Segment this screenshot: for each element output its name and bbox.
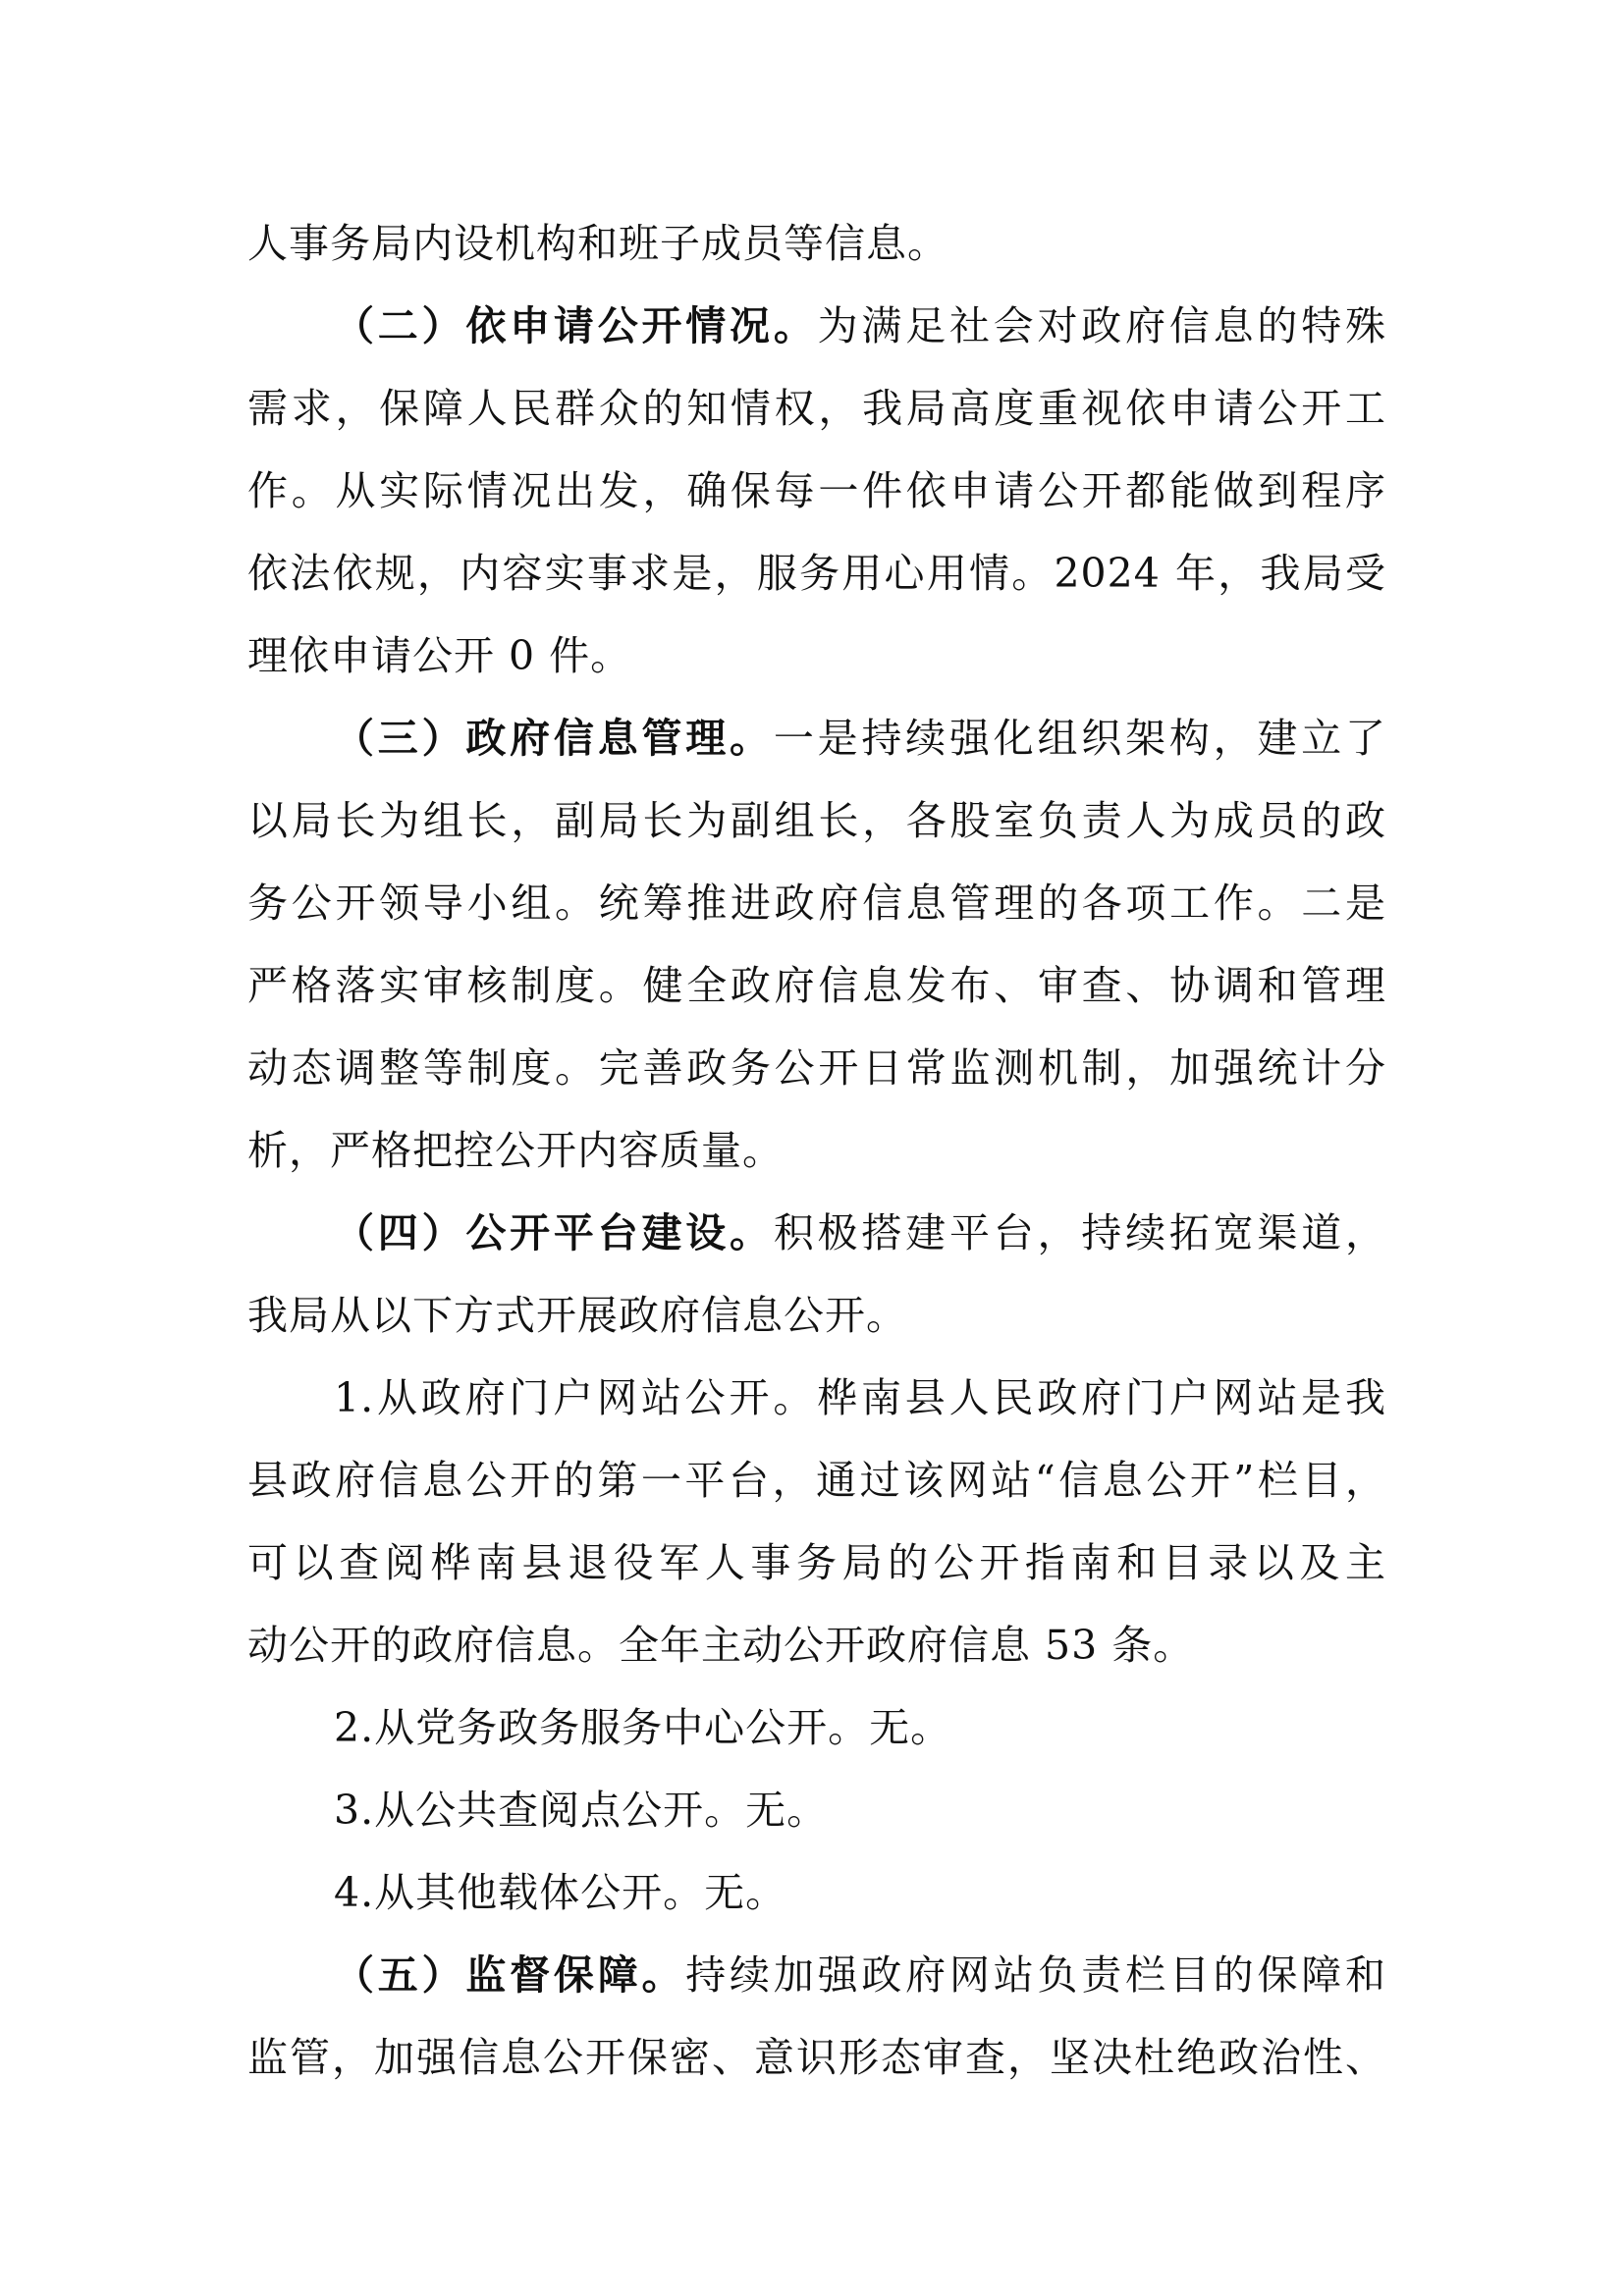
line-text: 作。从实际情况出发，确保每一件依申请公开都能做到程序 bbox=[247, 467, 1386, 514]
list-item-1 bbox=[334, 1357, 1386, 1439]
paragraph-line-23 bbox=[247, 2016, 1386, 2099]
line-text: 人事务局内设机构和班子成员等信息。 bbox=[247, 220, 948, 267]
line-text: 1.从政府门户网站公开。桦南县人民政府门户网站是我 bbox=[334, 1374, 1386, 1421]
paragraph-line-8 bbox=[247, 779, 1386, 862]
list-item-3 bbox=[334, 1769, 1386, 1851]
line-text: 2.从党务政务服务中心公开。无。 bbox=[334, 1704, 952, 1751]
line-text: 需求，保障人民群众的知情权，我局高度重视依申请公开工 bbox=[247, 385, 1386, 432]
paragraph-line-3 bbox=[247, 367, 1386, 450]
paragraph-line-5 bbox=[247, 532, 1386, 614]
paragraph-line-18 bbox=[247, 1604, 1386, 1686]
paragraph-line-11 bbox=[247, 1027, 1386, 1109]
paragraph-line-17 bbox=[247, 1522, 1386, 1604]
list-item-4 bbox=[334, 1851, 1386, 1934]
heading-text: （三）政府信息管理。 bbox=[334, 715, 774, 762]
line-text: 动态调整等制度。完善政务公开日常监测机制，加强统计分 bbox=[247, 1044, 1386, 1092]
paragraph-line-14 bbox=[247, 1274, 1386, 1357]
line-text: 动公开的政府信息。全年主动公开政府信息 53 条。 bbox=[247, 1622, 1195, 1669]
section-heading-5 bbox=[334, 1934, 1386, 2016]
line-text: 一是持续强化组织架构，建立了 bbox=[773, 715, 1386, 762]
paragraph-line-10 bbox=[247, 944, 1386, 1027]
line-text: 我局从以下方式开展政府信息公开。 bbox=[247, 1292, 907, 1339]
line-text: 析，严格把控公开内容质量。 bbox=[247, 1127, 784, 1174]
section-heading-3 bbox=[334, 697, 1386, 779]
line-text: 严格落实审核制度。健全政府信息发布、审查、协调和管理 bbox=[247, 962, 1386, 1009]
line-text: 为满足社会对政府信息的特殊 bbox=[817, 302, 1386, 349]
line-text: 依法依规，内容实事求是，服务用心用情。2024 年，我局受 bbox=[247, 550, 1386, 597]
line-text: 监管，加强信息公开保密、意识形态审查，坚决杜绝政治性、 bbox=[247, 2034, 1386, 2081]
paragraph-line-12 bbox=[247, 1109, 1386, 1192]
paragraph-line-6 bbox=[247, 614, 1386, 697]
heading-text: （五）监督保障。 bbox=[334, 1951, 686, 1999]
line-text: 3.从公共查阅点公开。无。 bbox=[334, 1787, 829, 1834]
line-text: 4.从其他载体公开。无。 bbox=[334, 1869, 787, 1916]
section-heading-4 bbox=[334, 1192, 1386, 1274]
line-text: 积极搭建平台，持续拓宽渠道， bbox=[773, 1209, 1386, 1256]
section-heading-2 bbox=[334, 285, 1386, 367]
line-text: 县政府信息公开的第一平台，通过该网站“信息公开”栏目， bbox=[247, 1457, 1386, 1504]
line-text: 持续加强政府网站负责栏目的保障和 bbox=[685, 1951, 1386, 1999]
line-text: 以局长为组长，副局长为副组长，各股室负责人为成员的政 bbox=[247, 797, 1386, 844]
paragraph-line-9 bbox=[247, 862, 1386, 944]
paragraph-line-4 bbox=[247, 450, 1386, 532]
line-text: 务公开领导小组。统筹推进政府信息管理的各项工作。二是 bbox=[247, 880, 1386, 927]
heading-text: （四）公开平台建设。 bbox=[334, 1209, 774, 1256]
line-text: 可以查阅桦南县退役军人事务局的公开指南和目录以及主 bbox=[247, 1539, 1386, 1586]
line-text: 理依申请公开 0 件。 bbox=[247, 632, 632, 679]
heading-text: （二）依申请公开情况。 bbox=[334, 302, 818, 349]
list-item-2 bbox=[334, 1686, 1386, 1769]
paragraph-line-1 bbox=[247, 202, 1386, 285]
paragraph-line-16 bbox=[247, 1439, 1386, 1522]
